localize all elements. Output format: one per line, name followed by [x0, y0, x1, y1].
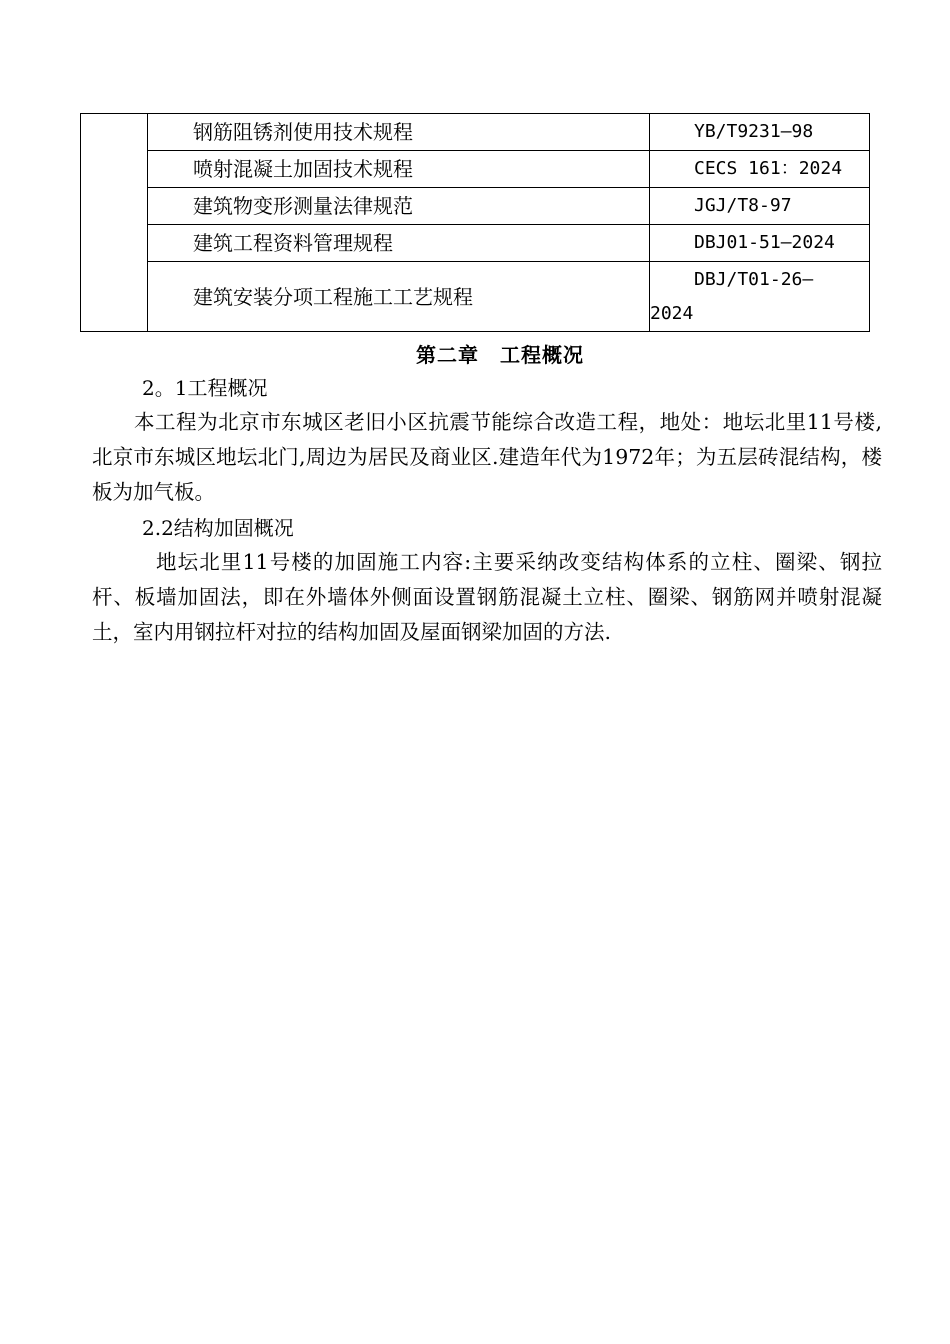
table-row — [81, 225, 870, 262]
standard-code: CECS 161：2024 — [650, 151, 870, 188]
chapter-title: 第二章 工程概况 — [416, 343, 584, 367]
section-heading-2-2: 2.2结构加固概况 — [142, 516, 294, 540]
section-2-2-paragraph: 地坛北里11号楼的加固施工内容:主要采纳改变结构体系的立柱、圈梁、钢拉杆、板墙加固法，即在外墙体外侧面设置钢筋混凝土立柱、圈梁、钢筋网并喷射混凝土，室内用钢拉杆对拉的结构加固及屋面钢梁加固的方法. — [92, 550, 882, 644]
table-row — [81, 188, 870, 225]
standard-code-line1: DBJ/T01-26— — [694, 268, 814, 290]
standard-code — [650, 262, 870, 332]
table-row — [81, 114, 870, 151]
standards-table — [80, 113, 870, 332]
standard-name: 钢筋阻锈剂使用技术规程 — [148, 114, 650, 151]
standard-code: DBJ01-51—2024 — [650, 225, 870, 262]
standard-code: JGJ/T8-97 — [650, 188, 870, 225]
table-row — [81, 151, 870, 188]
standard-code: YB/T9231—98 — [650, 114, 870, 151]
category-cell — [81, 114, 148, 332]
section-2-1-paragraph: 本工程为北京市东城区老旧小区抗震节能综合改造工程，地处：地坛北里11号楼,北京市东城区地坛北门,周边为居民及商业区.建造年代为1972年；为五层砖混结构，楼板为加气板。 — [92, 410, 882, 504]
standard-code-line2: 2024 — [650, 302, 694, 324]
standard-name: 建筑物变形测量法律规范 — [148, 188, 650, 225]
standard-name: 建筑工程资料管理规程 — [148, 225, 650, 262]
standard-name: 喷射混凝土加固技术规程 — [148, 151, 650, 188]
table-row — [81, 262, 870, 332]
section-heading-2-1: 2。1工程概况 — [142, 376, 268, 400]
standard-name: 建筑安装分项工程施工工艺规程 — [148, 262, 650, 332]
